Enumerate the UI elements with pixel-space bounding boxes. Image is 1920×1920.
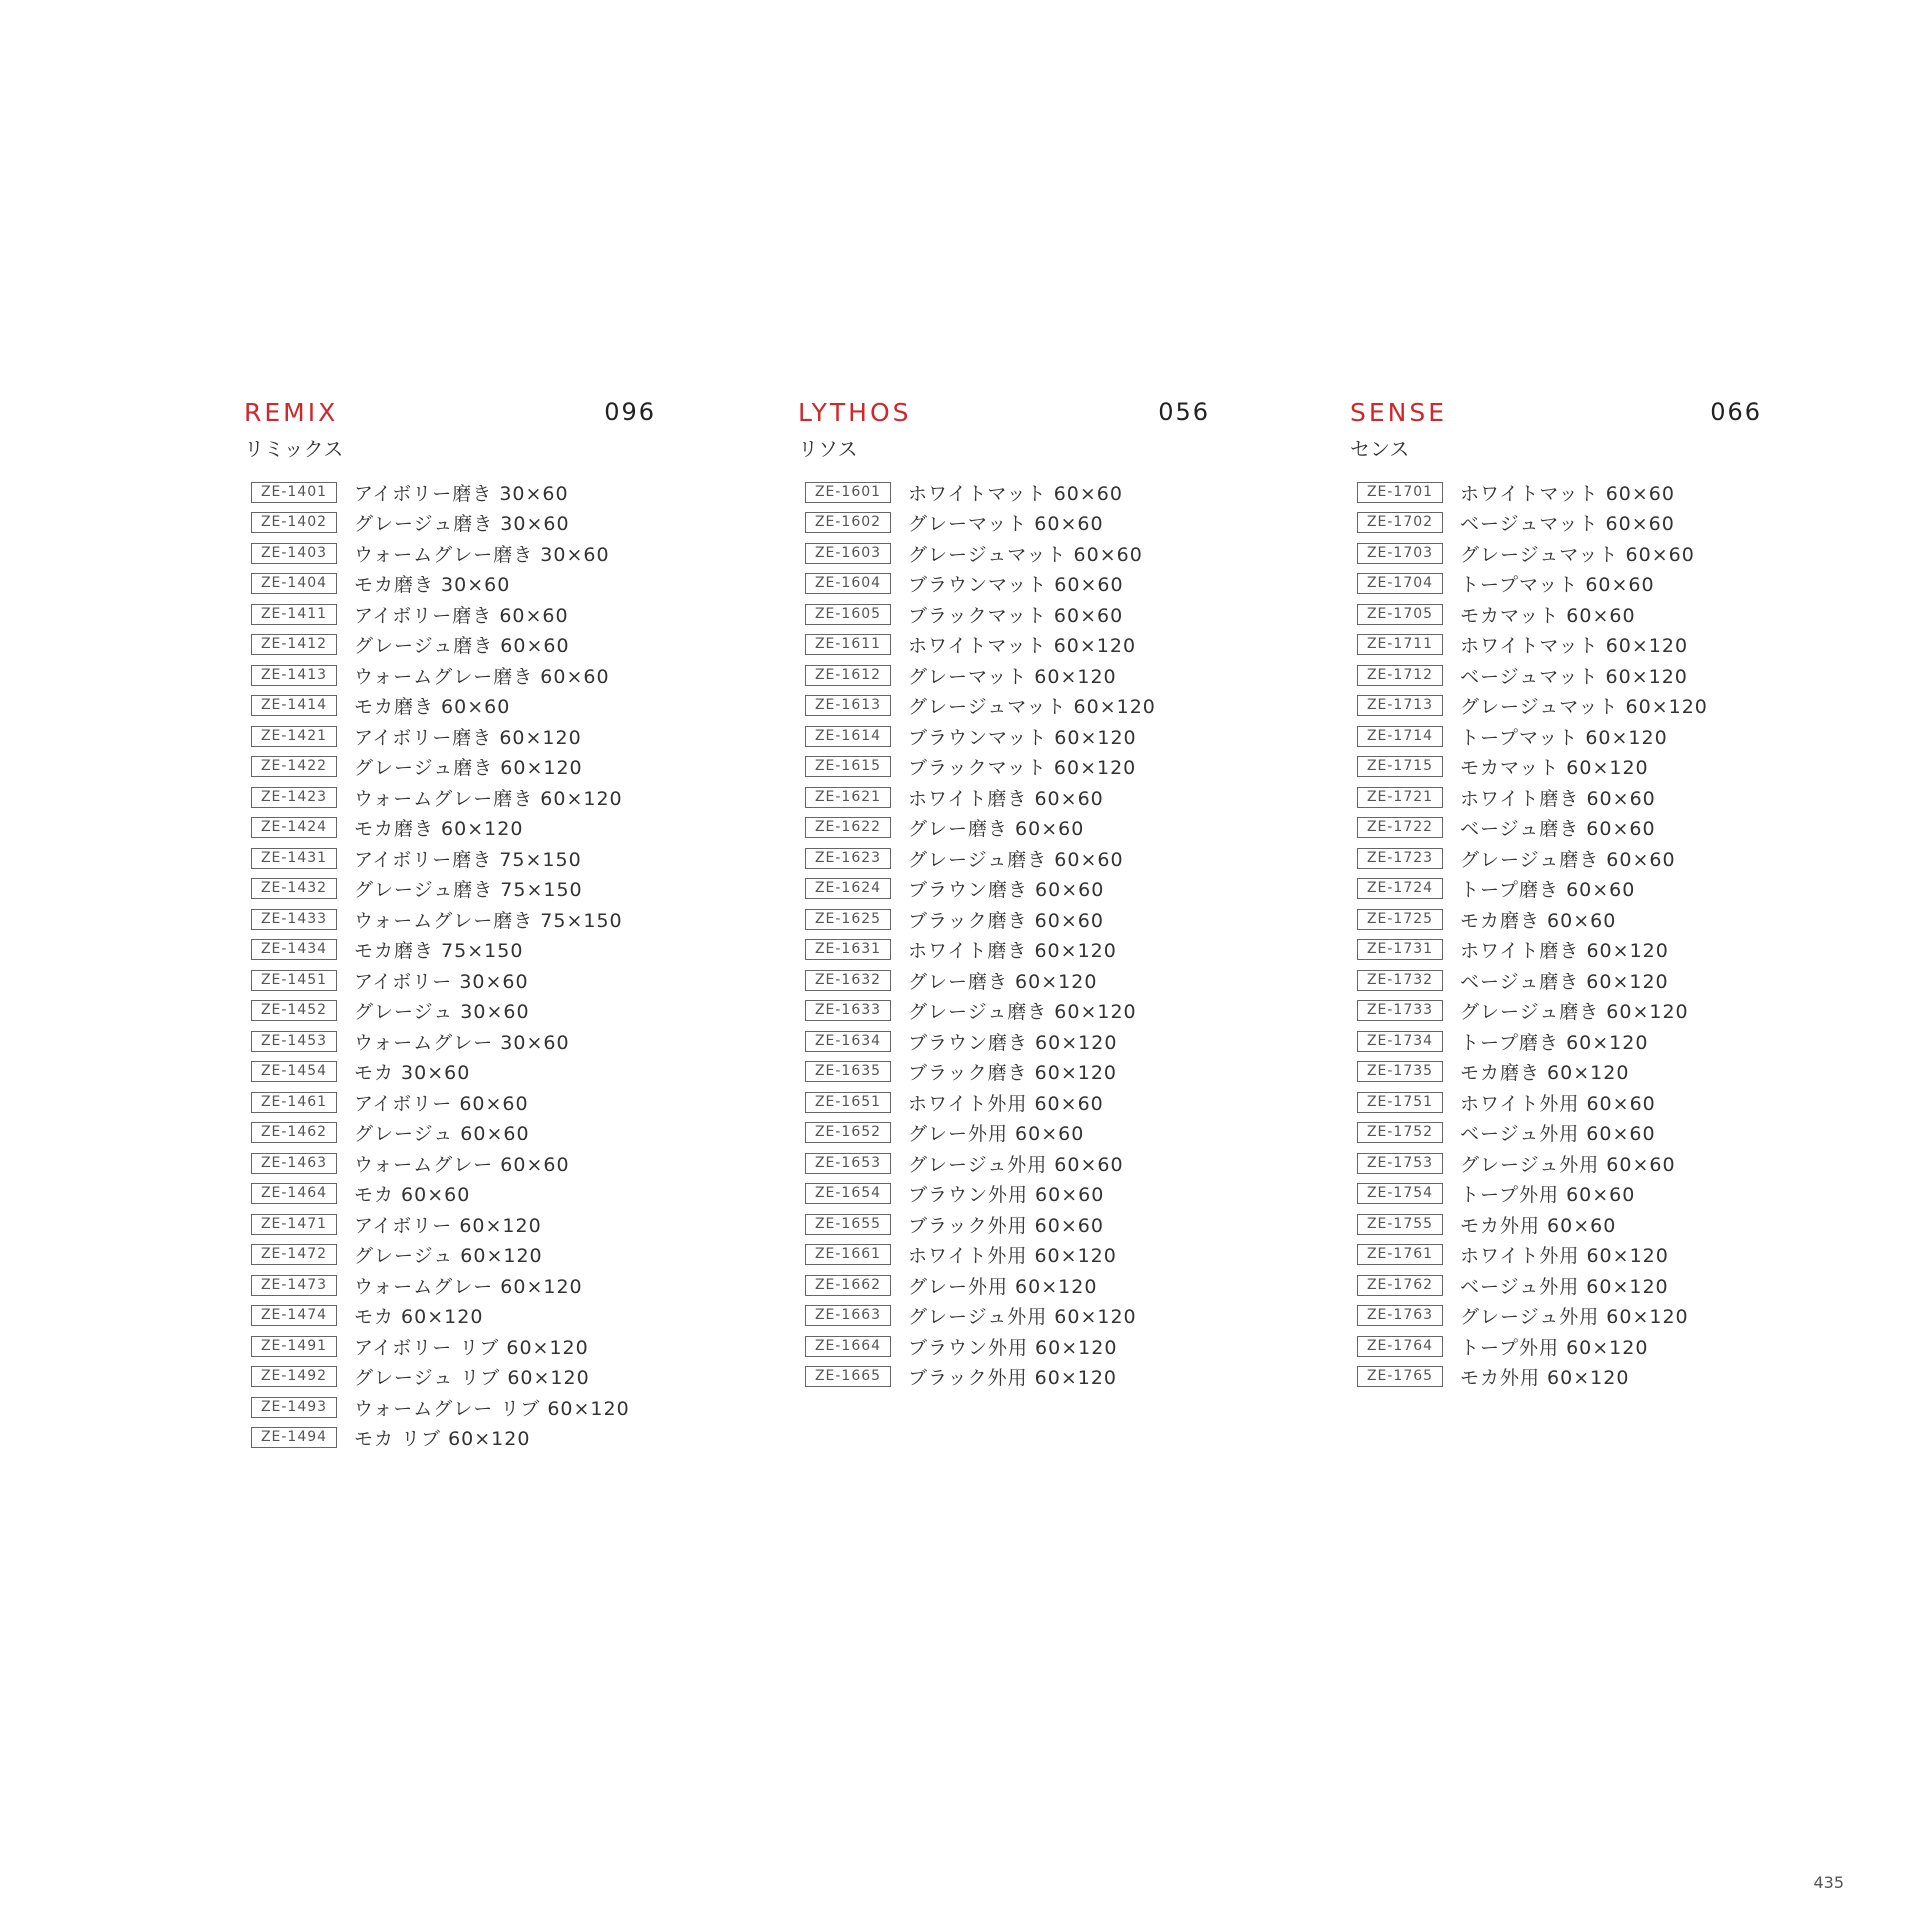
product-code-badge: ZE-1613 bbox=[805, 695, 891, 716]
product-description: モカ磨き 60×60 bbox=[1460, 909, 1617, 932]
list-item bbox=[251, 996, 656, 1027]
product-description: トープ外用 60×60 bbox=[1460, 1184, 1636, 1207]
list-item bbox=[251, 691, 656, 722]
product-description: モカ 60×60 bbox=[354, 1184, 471, 1207]
list-item bbox=[1357, 721, 1762, 752]
list-item bbox=[1357, 996, 1762, 1027]
list-item bbox=[1357, 1026, 1762, 1057]
product-code-badge: ZE-1763 bbox=[1357, 1305, 1443, 1326]
product-code-badge: ZE-1712 bbox=[1357, 665, 1443, 686]
product-code-badge: ZE-1623 bbox=[805, 848, 891, 869]
page-number: 435 bbox=[1813, 1873, 1844, 1892]
product-code-badge: ZE-1414 bbox=[251, 695, 337, 716]
product-description: トープ磨き 60×60 bbox=[1460, 879, 1636, 902]
product-description: トープ磨き 60×120 bbox=[1460, 1031, 1649, 1054]
product-code-badge: ZE-1755 bbox=[1357, 1214, 1443, 1235]
list-item bbox=[251, 935, 656, 966]
product-code-badge: ZE-1411 bbox=[251, 604, 337, 625]
list-item bbox=[805, 569, 1210, 600]
list-item bbox=[1357, 843, 1762, 874]
product-code-badge: ZE-1664 bbox=[805, 1336, 891, 1357]
product-code-badge: ZE-1722 bbox=[1357, 817, 1443, 838]
product-description: ベージュ外用 60×60 bbox=[1460, 1123, 1656, 1146]
list-item bbox=[1357, 1209, 1762, 1240]
list-item bbox=[1357, 691, 1762, 722]
list-item bbox=[1357, 935, 1762, 966]
product-description: ブラウンマット 60×120 bbox=[908, 726, 1137, 749]
list-item bbox=[1357, 1087, 1762, 1118]
series-header bbox=[798, 392, 1210, 432]
product-code-badge: ZE-1705 bbox=[1357, 604, 1443, 625]
product-code-badge: ZE-1632 bbox=[805, 970, 891, 991]
series-header bbox=[1350, 392, 1762, 432]
product-description: ブラック外用 60×120 bbox=[908, 1367, 1118, 1390]
list-item bbox=[251, 1362, 656, 1393]
list-item bbox=[251, 1057, 656, 1088]
list-item bbox=[1357, 538, 1762, 569]
product-description: グレージュ磨き 30×60 bbox=[354, 513, 570, 536]
list-item bbox=[1357, 477, 1762, 508]
product-description: ホワイト外用 60×120 bbox=[1460, 1245, 1669, 1268]
product-code-badge: ZE-1652 bbox=[805, 1122, 891, 1143]
product-code-badge: ZE-1754 bbox=[1357, 1183, 1443, 1204]
product-code-badge: ZE-1461 bbox=[251, 1092, 337, 1113]
product-code-badge: ZE-1601 bbox=[805, 482, 891, 503]
series-header bbox=[244, 392, 656, 432]
list-item bbox=[251, 477, 656, 508]
product-code-badge: ZE-1721 bbox=[1357, 787, 1443, 808]
product-code-badge: ZE-1453 bbox=[251, 1031, 337, 1052]
product-description: モカ磨き 30×60 bbox=[354, 574, 511, 597]
product-code-badge: ZE-1434 bbox=[251, 939, 337, 960]
series-column-remix bbox=[244, 392, 656, 1453]
product-description: ブラック磨き 60×60 bbox=[908, 909, 1104, 932]
product-code-badge: ZE-1733 bbox=[1357, 1000, 1443, 1021]
product-code-badge: ZE-1701 bbox=[1357, 482, 1443, 503]
list-item bbox=[1357, 752, 1762, 783]
product-description: グレーマット 60×120 bbox=[908, 665, 1117, 688]
product-description: モカ磨き 60×60 bbox=[354, 696, 511, 719]
product-description: ウォームグレー磨き 30×60 bbox=[354, 543, 610, 566]
product-description: グレージュマット 60×120 bbox=[908, 696, 1156, 719]
product-code-badge: ZE-1714 bbox=[1357, 726, 1443, 747]
product-description: グレージュマット 60×60 bbox=[1460, 543, 1695, 566]
product-code-badge: ZE-1602 bbox=[805, 512, 891, 533]
list-item bbox=[805, 996, 1210, 1027]
series-column-sense bbox=[1350, 392, 1762, 1392]
product-code-badge: ZE-1665 bbox=[805, 1366, 891, 1387]
product-description: アイボリー 60×120 bbox=[354, 1214, 542, 1237]
product-description: モカマット 60×120 bbox=[1460, 757, 1649, 780]
product-description: ウォームグレー磨き 75×150 bbox=[354, 909, 623, 932]
product-code-badge: ZE-1753 bbox=[1357, 1153, 1443, 1174]
product-code-badge: ZE-1761 bbox=[1357, 1244, 1443, 1265]
product-description: トープマット 60×60 bbox=[1460, 574, 1655, 597]
list-item bbox=[251, 813, 656, 844]
product-code-badge: ZE-1724 bbox=[1357, 878, 1443, 899]
product-description: ウォームグレー 30×60 bbox=[354, 1031, 570, 1054]
product-code-badge: ZE-1403 bbox=[251, 543, 337, 564]
list-item bbox=[251, 782, 656, 813]
list-item bbox=[1357, 1301, 1762, 1332]
product-code-badge: ZE-1611 bbox=[805, 634, 891, 655]
product-description: モカ 30×60 bbox=[354, 1062, 471, 1085]
list-item bbox=[1357, 1270, 1762, 1301]
product-code-badge: ZE-1723 bbox=[1357, 848, 1443, 869]
list-item bbox=[251, 874, 656, 905]
product-code-badge: ZE-1474 bbox=[251, 1305, 337, 1326]
series-kana: センス bbox=[1350, 437, 1410, 461]
product-code-badge: ZE-1471 bbox=[251, 1214, 337, 1235]
product-code-badge: ZE-1424 bbox=[251, 817, 337, 838]
product-description: グレージュマット 60×120 bbox=[1460, 696, 1708, 719]
item-list bbox=[1357, 477, 1762, 1392]
product-description: モカ 60×120 bbox=[354, 1306, 484, 1329]
product-code-badge: ZE-1492 bbox=[251, 1366, 337, 1387]
list-item bbox=[251, 752, 656, 783]
product-description: ブラウン外用 60×120 bbox=[908, 1336, 1118, 1359]
list-item bbox=[1357, 965, 1762, 996]
product-code-badge: ZE-1433 bbox=[251, 909, 337, 930]
list-item bbox=[251, 1026, 656, 1057]
product-code-badge: ZE-1734 bbox=[1357, 1031, 1443, 1052]
product-description: グレージュ磨き 75×150 bbox=[354, 879, 583, 902]
product-code-badge: ZE-1604 bbox=[805, 573, 891, 594]
product-description: ホワイト磨き 60×60 bbox=[1460, 787, 1656, 810]
product-code-badge: ZE-1431 bbox=[251, 848, 337, 869]
product-description: グレー磨き 60×120 bbox=[908, 970, 1098, 993]
product-code-badge: ZE-1703 bbox=[1357, 543, 1443, 564]
product-code-badge: ZE-1432 bbox=[251, 878, 337, 899]
product-description: アイボリー磨き 75×150 bbox=[354, 848, 582, 871]
product-description: トープマット 60×120 bbox=[1460, 726, 1668, 749]
product-code-badge: ZE-1413 bbox=[251, 665, 337, 686]
list-item bbox=[251, 660, 656, 691]
list-item bbox=[251, 1240, 656, 1271]
list-item bbox=[805, 721, 1210, 752]
product-code-badge: ZE-1635 bbox=[805, 1061, 891, 1082]
list-item bbox=[805, 874, 1210, 905]
product-code-badge: ZE-1663 bbox=[805, 1305, 891, 1326]
product-code-badge: ZE-1711 bbox=[1357, 634, 1443, 655]
list-item bbox=[1357, 630, 1762, 661]
product-description: ホワイト磨き 60×60 bbox=[908, 787, 1104, 810]
product-description: ウォームグレー リブ 60×120 bbox=[354, 1397, 630, 1420]
list-item bbox=[1357, 1118, 1762, 1149]
list-item bbox=[805, 1118, 1210, 1149]
series-name: LYTHOS bbox=[798, 398, 912, 427]
product-description: アイボリー 60×60 bbox=[354, 1092, 529, 1115]
product-description: グレージュ外用 60×60 bbox=[908, 1153, 1124, 1176]
list-item bbox=[251, 1392, 656, 1423]
product-code-badge: ZE-1404 bbox=[251, 573, 337, 594]
list-item bbox=[805, 660, 1210, 691]
product-description: ホワイト外用 60×60 bbox=[1460, 1092, 1656, 1115]
list-item bbox=[805, 1270, 1210, 1301]
product-code-badge: ZE-1612 bbox=[805, 665, 891, 686]
product-code-badge: ZE-1401 bbox=[251, 482, 337, 503]
product-code-badge: ZE-1654 bbox=[805, 1183, 891, 1204]
list-item bbox=[1357, 1148, 1762, 1179]
list-item bbox=[251, 843, 656, 874]
product-code-badge: ZE-1493 bbox=[251, 1397, 337, 1418]
product-description: ブラウン磨き 60×120 bbox=[908, 1031, 1118, 1054]
product-description: モカ磨き 60×120 bbox=[354, 818, 524, 841]
product-description: ウォームグレー磨き 60×120 bbox=[354, 787, 623, 810]
list-item bbox=[805, 782, 1210, 813]
series-page-ref: 056 bbox=[1158, 398, 1210, 426]
product-code-badge: ZE-1423 bbox=[251, 787, 337, 808]
series-column-lythos bbox=[798, 392, 1210, 1392]
product-description: ベージュマット 60×60 bbox=[1460, 513, 1675, 536]
product-code-badge: ZE-1633 bbox=[805, 1000, 891, 1021]
product-code-badge: ZE-1751 bbox=[1357, 1092, 1443, 1113]
product-description: ブラウン外用 60×60 bbox=[908, 1184, 1105, 1207]
product-description: グレージュマット 60×60 bbox=[908, 543, 1143, 566]
product-code-badge: ZE-1614 bbox=[805, 726, 891, 747]
list-item bbox=[805, 1026, 1210, 1057]
product-description: ホワイト外用 60×60 bbox=[908, 1092, 1104, 1115]
product-description: グレー外用 60×120 bbox=[908, 1275, 1098, 1298]
list-item bbox=[805, 1209, 1210, 1240]
list-item bbox=[805, 1148, 1210, 1179]
list-item bbox=[805, 1087, 1210, 1118]
product-code-badge: ZE-1713 bbox=[1357, 695, 1443, 716]
list-item bbox=[805, 965, 1210, 996]
list-item bbox=[805, 752, 1210, 783]
list-item bbox=[805, 1362, 1210, 1393]
product-description: グレージュ リブ 60×120 bbox=[354, 1367, 590, 1390]
product-code-badge: ZE-1472 bbox=[251, 1244, 337, 1265]
list-item bbox=[805, 1301, 1210, 1332]
product-description: グレージュ外用 60×120 bbox=[1460, 1306, 1689, 1329]
list-item bbox=[1357, 660, 1762, 691]
series-kana: リソス bbox=[798, 437, 858, 461]
product-code-badge: ZE-1421 bbox=[251, 726, 337, 747]
product-code-badge: ZE-1615 bbox=[805, 756, 891, 777]
product-description: グレージュ外用 60×120 bbox=[908, 1306, 1137, 1329]
product-description: グレージュ磨き 60×120 bbox=[1460, 1001, 1689, 1024]
list-item bbox=[251, 630, 656, 661]
list-item bbox=[805, 843, 1210, 874]
list-item bbox=[251, 1118, 656, 1149]
product-code-badge: ZE-1603 bbox=[805, 543, 891, 564]
list-item bbox=[251, 721, 656, 752]
list-item bbox=[251, 1331, 656, 1362]
list-item bbox=[251, 1270, 656, 1301]
product-description: アイボリー磨き 60×120 bbox=[354, 726, 582, 749]
list-item bbox=[805, 691, 1210, 722]
product-description: グレージュ磨き 60×120 bbox=[908, 1001, 1137, 1024]
product-code-badge: ZE-1715 bbox=[1357, 756, 1443, 777]
product-code-badge: ZE-1702 bbox=[1357, 512, 1443, 533]
list-item bbox=[805, 538, 1210, 569]
series-kana: リミックス bbox=[244, 437, 344, 461]
product-description: アイボリー 30×60 bbox=[354, 970, 529, 993]
list-item bbox=[251, 599, 656, 630]
product-description: モカ外用 60×60 bbox=[1460, 1214, 1617, 1237]
list-item bbox=[251, 569, 656, 600]
product-description: ブラック外用 60×60 bbox=[908, 1214, 1104, 1237]
product-description: グレージュ 30×60 bbox=[354, 1001, 530, 1024]
product-code-badge: ZE-1631 bbox=[805, 939, 891, 960]
product-description: グレージュ磨き 60×60 bbox=[354, 635, 570, 658]
product-description: ブラックマット 60×120 bbox=[908, 757, 1137, 780]
product-code-badge: ZE-1634 bbox=[805, 1031, 891, 1052]
product-description: ベージュ磨き 60×60 bbox=[1460, 818, 1656, 841]
product-description: ホワイト磨き 60×120 bbox=[908, 940, 1117, 963]
list-item bbox=[1357, 1240, 1762, 1271]
list-item bbox=[251, 904, 656, 935]
list-item bbox=[251, 508, 656, 539]
product-code-badge: ZE-1661 bbox=[805, 1244, 891, 1265]
product-description: ウォームグレー 60×120 bbox=[354, 1275, 583, 1298]
product-description: グレージュ外用 60×60 bbox=[1460, 1153, 1676, 1176]
product-code-badge: ZE-1725 bbox=[1357, 909, 1443, 930]
product-code-badge: ZE-1605 bbox=[805, 604, 891, 625]
list-item bbox=[805, 935, 1210, 966]
product-code-badge: ZE-1462 bbox=[251, 1122, 337, 1143]
list-item bbox=[251, 1301, 656, 1332]
list-item bbox=[251, 1209, 656, 1240]
product-description: グレーマット 60×60 bbox=[908, 513, 1104, 536]
series-name: REMIX bbox=[244, 398, 339, 427]
product-description: ホワイトマット 60×120 bbox=[908, 635, 1137, 658]
list-item bbox=[251, 1179, 656, 1210]
product-description: アイボリー磨き 60×60 bbox=[354, 604, 569, 627]
list-item bbox=[1357, 1179, 1762, 1210]
product-code-badge: ZE-1653 bbox=[805, 1153, 891, 1174]
product-description: グレー外用 60×60 bbox=[908, 1123, 1085, 1146]
product-code-badge: ZE-1762 bbox=[1357, 1275, 1443, 1296]
product-code-badge: ZE-1655 bbox=[805, 1214, 891, 1235]
list-item bbox=[805, 599, 1210, 630]
product-code-badge: ZE-1494 bbox=[251, 1427, 337, 1448]
product-code-badge: ZE-1412 bbox=[251, 634, 337, 655]
product-description: ウォームグレー 60×60 bbox=[354, 1153, 570, 1176]
list-item bbox=[251, 1148, 656, 1179]
product-description: ブラックマット 60×60 bbox=[908, 604, 1124, 627]
product-description: ベージュマット 60×120 bbox=[1460, 665, 1688, 688]
list-item bbox=[805, 477, 1210, 508]
list-item bbox=[805, 1240, 1210, 1271]
product-description: モカ外用 60×120 bbox=[1460, 1367, 1630, 1390]
product-code-badge: ZE-1473 bbox=[251, 1275, 337, 1296]
product-code-badge: ZE-1622 bbox=[805, 817, 891, 838]
product-code-badge: ZE-1765 bbox=[1357, 1366, 1443, 1387]
product-description: ベージュ外用 60×120 bbox=[1460, 1275, 1669, 1298]
list-item bbox=[1357, 813, 1762, 844]
product-description: ブラウンマット 60×60 bbox=[908, 574, 1124, 597]
list-item bbox=[805, 1057, 1210, 1088]
list-item bbox=[805, 1331, 1210, 1362]
list-item bbox=[251, 538, 656, 569]
list-item bbox=[1357, 508, 1762, 539]
list-item bbox=[251, 1423, 656, 1454]
product-description: グレー磨き 60×60 bbox=[908, 818, 1085, 841]
product-description: ホワイトマット 60×60 bbox=[908, 482, 1123, 505]
list-item bbox=[1357, 874, 1762, 905]
list-item bbox=[1357, 904, 1762, 935]
product-description: ベージュ磨き 60×120 bbox=[1460, 970, 1669, 993]
product-description: ホワイトマット 60×60 bbox=[1460, 482, 1675, 505]
series-page-ref: 066 bbox=[1710, 398, 1762, 426]
product-description: トープ外用 60×120 bbox=[1460, 1336, 1649, 1359]
product-code-badge: ZE-1662 bbox=[805, 1275, 891, 1296]
product-description: グレージュ磨き 60×60 bbox=[1460, 848, 1676, 871]
product-description: グレージュ 60×60 bbox=[354, 1123, 530, 1146]
product-code-badge: ZE-1704 bbox=[1357, 573, 1443, 594]
product-code-badge: ZE-1451 bbox=[251, 970, 337, 991]
list-item bbox=[1357, 569, 1762, 600]
item-list bbox=[805, 477, 1210, 1392]
product-code-badge: ZE-1732 bbox=[1357, 970, 1443, 991]
product-description: ブラック磨き 60×120 bbox=[908, 1062, 1118, 1085]
product-description: アイボリー磨き 30×60 bbox=[354, 482, 569, 505]
product-code-badge: ZE-1651 bbox=[805, 1092, 891, 1113]
list-item bbox=[1357, 1331, 1762, 1362]
product-description: ホワイトマット 60×120 bbox=[1460, 635, 1689, 658]
product-code-badge: ZE-1735 bbox=[1357, 1061, 1443, 1082]
list-item bbox=[1357, 1362, 1762, 1393]
product-code-badge: ZE-1402 bbox=[251, 512, 337, 533]
series-page-ref: 096 bbox=[604, 398, 656, 426]
product-description: グレージュ 60×120 bbox=[354, 1245, 543, 1268]
product-code-badge: ZE-1422 bbox=[251, 756, 337, 777]
product-code-badge: ZE-1454 bbox=[251, 1061, 337, 1082]
list-item bbox=[805, 508, 1210, 539]
product-code-badge: ZE-1463 bbox=[251, 1153, 337, 1174]
list-item bbox=[251, 1087, 656, 1118]
list-item bbox=[251, 965, 656, 996]
list-item bbox=[1357, 782, 1762, 813]
list-item bbox=[1357, 1057, 1762, 1088]
product-description: グレージュ磨き 60×120 bbox=[354, 757, 583, 780]
product-description: モカ リブ 60×120 bbox=[354, 1428, 531, 1451]
product-code-badge: ZE-1625 bbox=[805, 909, 891, 930]
product-description: ブラウン磨き 60×60 bbox=[908, 879, 1105, 902]
list-item bbox=[1357, 599, 1762, 630]
product-description: モカマット 60×60 bbox=[1460, 604, 1636, 627]
product-code-badge: ZE-1731 bbox=[1357, 939, 1443, 960]
product-code-badge: ZE-1764 bbox=[1357, 1336, 1443, 1357]
item-list bbox=[251, 477, 656, 1453]
product-code-badge: ZE-1464 bbox=[251, 1183, 337, 1204]
product-description: ウォームグレー磨き 60×60 bbox=[354, 665, 610, 688]
product-description: モカ磨き 75×150 bbox=[354, 940, 524, 963]
product-description: ホワイト外用 60×120 bbox=[908, 1245, 1117, 1268]
product-description: ホワイト磨き 60×120 bbox=[1460, 940, 1669, 963]
list-item bbox=[805, 904, 1210, 935]
product-description: グレージュ磨き 60×60 bbox=[908, 848, 1124, 871]
product-code-badge: ZE-1491 bbox=[251, 1336, 337, 1357]
list-item bbox=[805, 630, 1210, 661]
product-code-badge: ZE-1752 bbox=[1357, 1122, 1443, 1143]
product-description: アイボリー リブ 60×120 bbox=[354, 1336, 589, 1359]
product-description: モカ磨き 60×120 bbox=[1460, 1062, 1630, 1085]
product-code-badge: ZE-1452 bbox=[251, 1000, 337, 1021]
series-name: SENSE bbox=[1350, 398, 1448, 427]
product-code-badge: ZE-1621 bbox=[805, 787, 891, 808]
product-code-badge: ZE-1624 bbox=[805, 878, 891, 899]
list-item bbox=[805, 813, 1210, 844]
list-item bbox=[805, 1179, 1210, 1210]
